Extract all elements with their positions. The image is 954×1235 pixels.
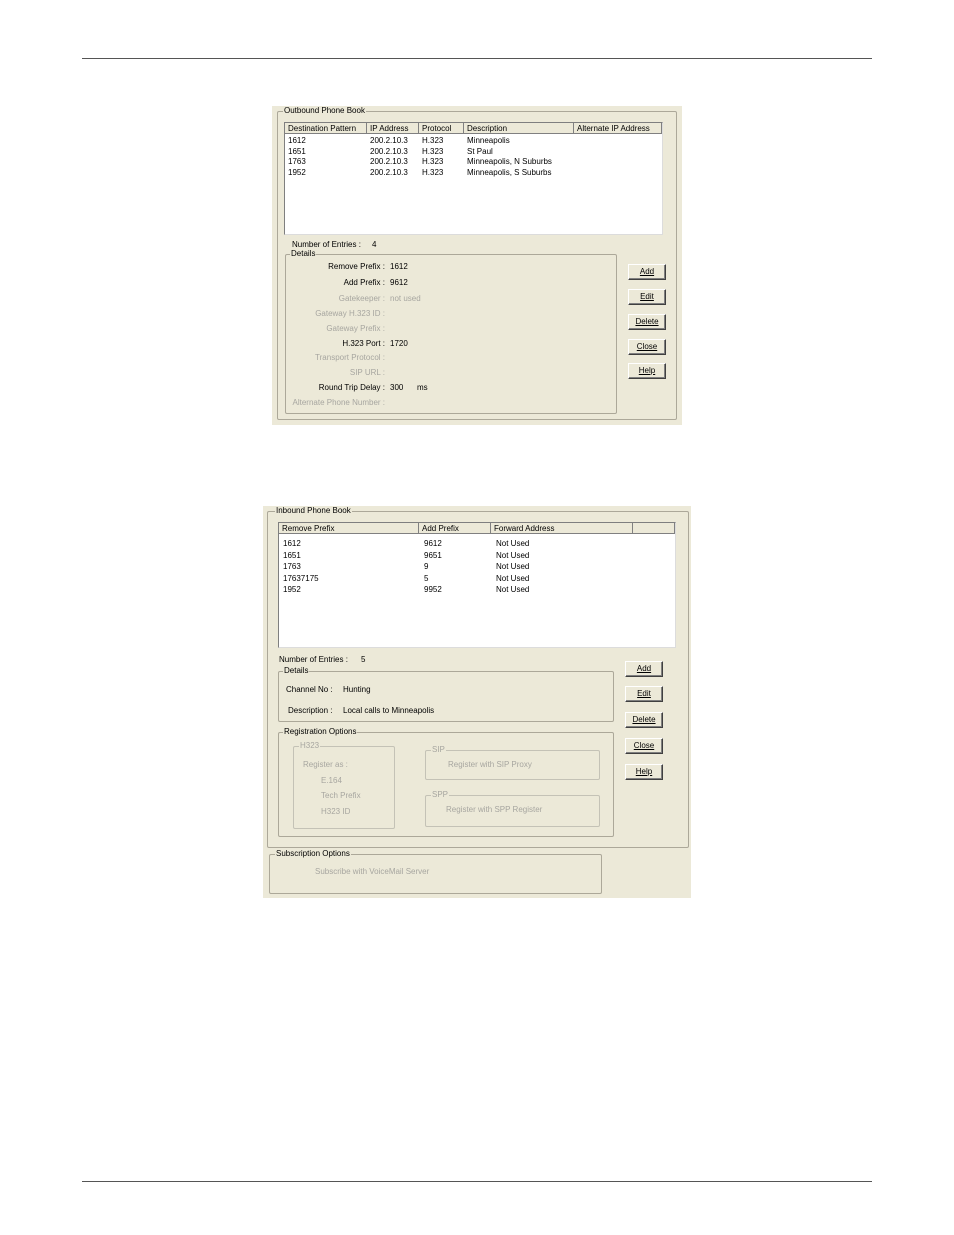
footer-rule [82,1181,872,1182]
table-cell: Minneapolis [467,136,510,145]
table-cell: Not Used [496,539,530,548]
edit-button[interactable]: Edit [625,686,663,702]
register-with-spp-register-option[interactable]: Register with SPP Register [446,805,543,814]
register-with-sip-proxy-option[interactable]: Register with SIP Proxy [448,760,532,769]
close-button[interactable]: Close [625,738,663,754]
table-cell: H.323 [422,157,444,166]
table-cell: 1952 [288,167,306,177]
table-cell: 1763 [283,562,301,571]
outbound-phone-book-dialog [272,106,682,425]
table-cell: Not Used [496,550,530,560]
h323-option-tech-prefix[interactable]: Tech Prefix [321,791,361,800]
h323-register-as-label: Register as : [303,760,348,769]
table-cell: H.323 [422,146,444,156]
table-row[interactable] [279,585,675,595]
table-row[interactable] [285,136,662,146]
inbound-entries-value: 5 [361,655,366,664]
table-cell: Minneapolis, S Suburbs [467,167,552,177]
table-cell: 1763 [288,157,306,166]
table-cell: 9 [424,562,429,571]
header-rule [82,58,872,59]
h323-option-e164[interactable]: E.164 [321,776,342,785]
help-button[interactable]: Help [625,764,663,780]
h323-title: H323 [300,741,320,750]
detail-value: 9612 [390,278,408,287]
table-cell: 1952 [283,585,301,594]
table-cell: 200.2.10.3 [370,146,408,156]
table-cell: 200.2.10.3 [370,167,408,177]
inbound-group-title: Inbound Phone Book [276,506,351,515]
delete-button[interactable]: Delete [625,712,663,728]
description-label: Description : [288,706,333,715]
description-value: Local calls to Minneapolis [343,706,435,715]
add-button[interactable]: Add [625,661,663,677]
detail-value: 1720 [390,339,408,348]
table-cell: 9612 [424,539,442,548]
spp-title: SPP [432,790,449,799]
detail-label: Remove Prefix : [328,262,385,271]
inbound-entries-label: Number of Entries : [279,655,348,664]
add-button[interactable]: Add [628,264,666,280]
column-header-blank[interactable] [633,523,675,534]
detail-label: H.323 Port : [342,339,385,348]
table-cell: 1651 [283,550,301,560]
table-cell: Not Used [496,585,530,594]
help-button[interactable]: Help [628,363,666,379]
outbound-table[interactable] [284,122,663,235]
table-cell: Minneapolis, N Suburbs [467,157,552,166]
table-cell: 5 [424,573,429,583]
outbound-entries-label: Number of Entries : [292,240,361,249]
column-header-protocol[interactable]: Protocol [419,123,464,134]
table-cell: H.323 [422,136,444,145]
table-row[interactable] [285,168,662,178]
delete-button[interactable]: Delete [628,314,666,330]
column-header-destination-pattern[interactable]: Destination Pattern [285,123,367,134]
table-cell: H.323 [422,167,444,177]
edit-button[interactable]: Edit [628,289,666,305]
close-button[interactable]: Close [628,339,666,355]
registration-options-title: Registration Options [284,727,357,736]
detail-label: Add Prefix : [343,278,385,287]
table-cell: 9952 [424,585,442,594]
inbound-details-title: Details [284,666,309,675]
table-cell: 1651 [288,146,306,156]
table-cell: St Paul [467,146,493,156]
inbound-table[interactable] [278,522,676,648]
subscribe-voicemail-option[interactable]: Subscribe with VoiceMail Server [315,867,430,876]
sip-title: SIP [432,745,445,754]
h323-option-h323-id[interactable]: H323 ID [321,807,351,816]
table-row[interactable] [279,562,675,572]
detail-label: Gatekeeper : [338,294,385,303]
detail-label: Transport Protocol : [315,353,385,362]
detail-label: SIP URL : [349,368,385,377]
column-header-forward-address[interactable]: Forward Address [491,523,633,534]
inbound-phone-book-dialog [263,506,691,898]
outbound-group-title: Outbound Phone Book [284,106,365,115]
detail-label: Alternate Phone Number : [292,398,385,407]
column-header-ip-address[interactable]: IP Address [367,123,419,134]
table-cell: 1612 [283,539,301,548]
table-row[interactable] [279,551,675,561]
table-cell: 200.2.10.3 [370,157,408,166]
table-cell: Not Used [496,573,530,583]
table-row[interactable] [279,574,675,584]
table-row[interactable] [279,539,675,549]
column-header-add-prefix[interactable]: Add Prefix [419,523,491,534]
column-header-alternate-ip-address[interactable]: Alternate IP Address [574,123,662,134]
outbound-entries-value: 4 [372,240,377,249]
table-cell: 9651 [424,550,442,560]
subscription-options-title: Subscription Options [276,849,350,858]
detail-label: Gateway Prefix : [326,324,385,333]
detail-label: Round Trip Delay : [318,383,385,392]
table-cell: Not Used [496,562,530,571]
table-cell: 200.2.10.3 [370,136,408,145]
detail-value: 1612 [390,262,408,271]
table-cell: 1612 [288,136,306,145]
detail-value: 300 [390,383,404,392]
channel-no-label: Channel No : [286,685,333,694]
detail-label: Gateway H.323 ID : [315,309,385,318]
table-row[interactable] [285,157,662,167]
table-cell: 17637175 [283,573,319,583]
table-row[interactable] [285,147,662,157]
detail-value: not used [390,294,421,303]
channel-no-value: Hunting [343,685,371,694]
column-header-description[interactable]: Description [464,123,574,134]
detail-unit: ms [417,383,428,392]
outbound-details-title: Details [291,249,316,258]
column-header-remove-prefix[interactable]: Remove Prefix [279,523,419,534]
